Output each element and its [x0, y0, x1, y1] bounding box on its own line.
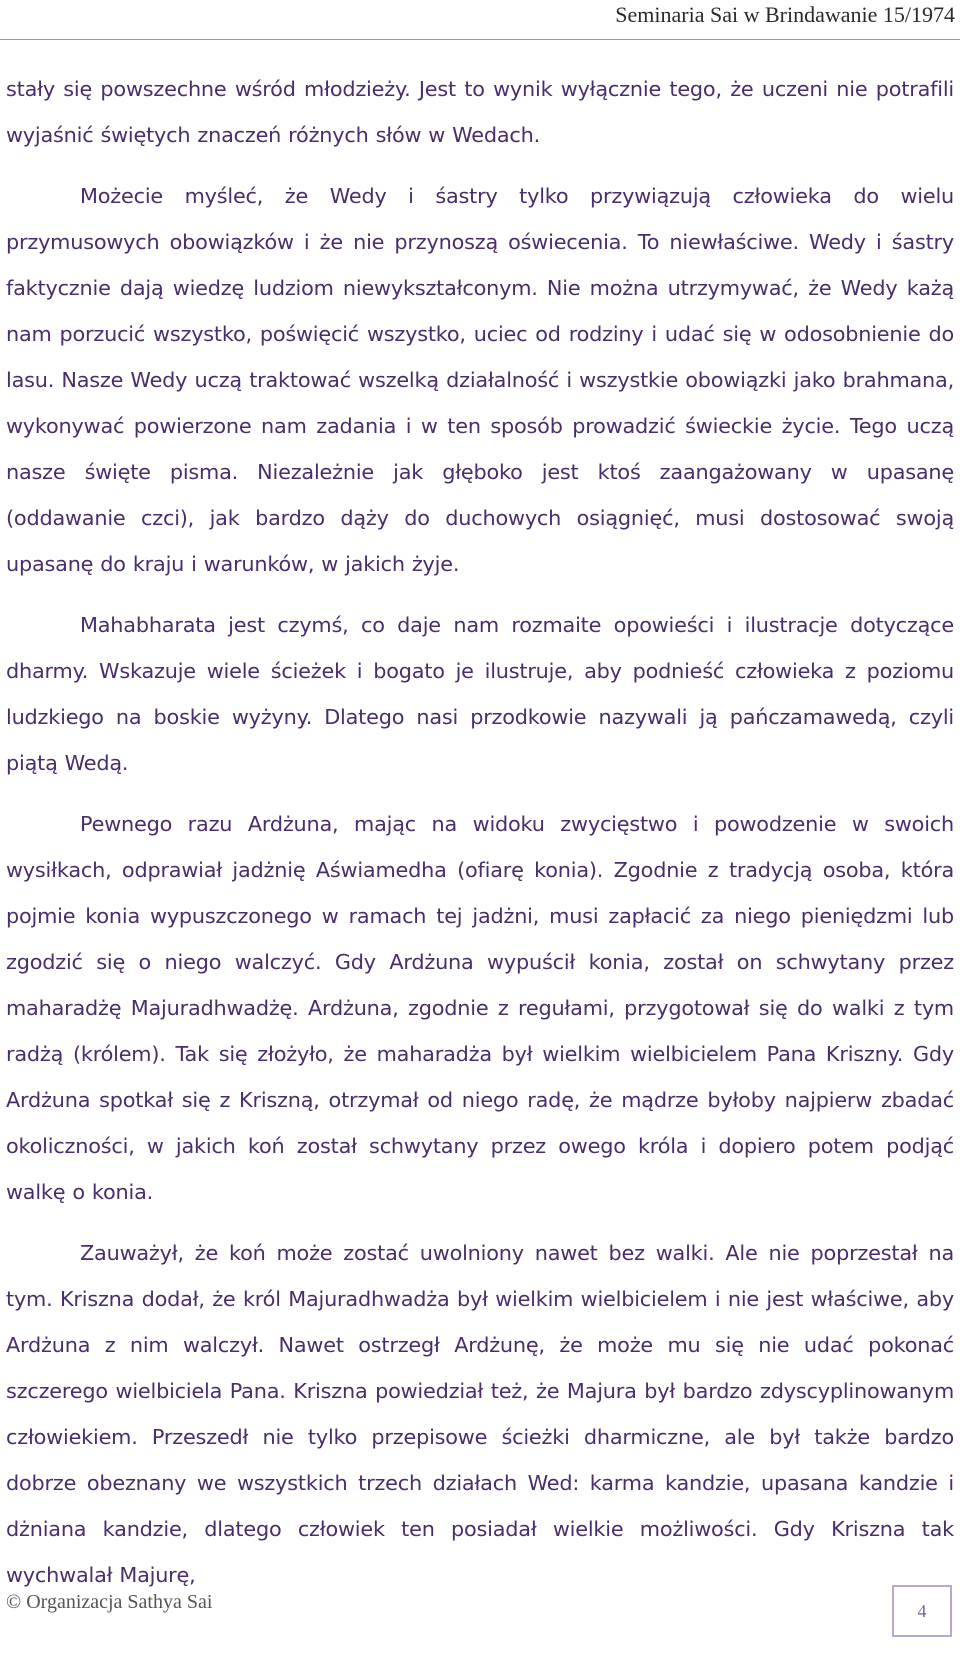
page-footer — [0, 1575, 960, 1665]
document-body — [6, 66, 954, 1613]
paragraph: Zauważył, że koń może zostać uwolniony nawet bez walki. Ale nie poprzestał na tym. Kriszna dodał, że król Majuradhwadża był wielkim wielbicielem i nie jest właściwe, aby Ardżuna z nim walczył. Nawet ostrzegł Ardżunę, że może mu się nie udać pokonać szczerego wielbiciela Pana. Kriszna powiedział też, że Majura był bardzo zdyscyplinowanym człowiekiem. Przeszedł nie tylko przepisowe ścieżki dharmiczne, ale był także bardzo dobrze obeznany we wszystkich trzech działach Wed: karma kandzie, upasana kandzie i dżniana kandzie, dlatego człowiek ten posiadał wielkie możliwości. Gdy Kriszna tak wychwalał Majurę, — [6, 1241, 954, 1587]
copyright-notice: © Organizacja Sathya Sai — [6, 1591, 213, 1613]
paragraph: Pewnego razu Ardżuna, mając na widoku zwycięstwo i powodzenie w swoich wysiłkach, odprawiał jadżnię Aświamedha (ofiarę konia). Zgodnie z tradycją osoba, która pojmie konia wypuszczonego w ramach tej jadżni, musi zapłacić za niego pieniędzmi lub zgodzić się o niego walczyć. Gdy Ardżuna wypuścił konia, został on schwytany przez maharadżę Majuradhwadżę. Ardżuna, zgodnie z regułami, przygotował się do walki z tym radżą (królem). Tak się złożyło, że maharadża był wielkim wielbicielem Pana Kriszny. Gdy Ardżuna spotkał się z Kriszną, otrzymał od niego radę, że mądrze byłoby najpierw zbadać okoliczności, w jakich koń został schwytany przez owego króla i dopiero potem podjąć walkę o konia. — [6, 812, 954, 1204]
paragraph: Mahabharata jest czymś, co daje nam rozmaite opowieści i ilustracje dotyczące dharmy. Wskazuje wiele ścieżek i bogato je ilustruje, aby podnieść człowieka z poziomu ludzkiego na boskie wyżyny. Dlatego nasi przodkowie nazywali ją pańczamawedą, czyli piątą Wedą. — [6, 613, 954, 775]
document-title: Seminaria Sai w Brindawanie 15/1974 — [615, 2, 955, 27]
paragraph-continued: stały się powszechne wśród młodzieży. Jest to wynik wyłącznie tego, że uczeni nie potrafili wyjaśnić świętych znaczeń różnych słów w Wedach. — [6, 77, 954, 147]
page-number: 4 — [892, 1585, 952, 1637]
paragraph: Możecie myśleć, że Wedy i śastry tylko przywiązują człowieka do wielu przymusowych obowiązków i że nie przynoszą oświecenia. To niewłaściwe. Wedy i śastry faktycznie dają wiedzę ludziom niewykształconym. Nie można utrzymywać, że Wedy każą nam porzucić wszystko, poświęcić wszystko, uciec od rodziny i udać się w odosobnienie do lasu. Nasze Wedy uczą traktować wszelką działalność i wszystkie obowiązki jako brahmana, wykonywać powierzone nam zadania i w ten sposób prowadzić świeckie życie. Tego uczą nasze święte pisma. Niezależnie jak głęboko jest ktoś zaangażowany w upasanę (oddawanie czci), jak bardzo dąży do duchowych osiągnięć, musi dostosować swoją upasanę do kraju i warunków, w jakich żyje. — [6, 184, 954, 576]
page-header — [0, 0, 960, 42]
header-divider — [0, 39, 960, 40]
